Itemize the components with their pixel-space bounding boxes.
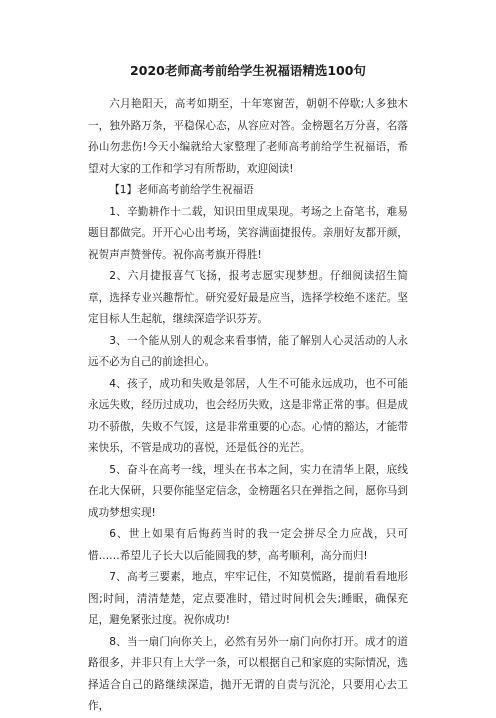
blessing-item-4: 4、孩子，成功和失败是邻居，人生不可能永远成功，也不可能永远失败，经历过成功，也会经历失败，这是非常正常的事。但是成功不骄傲，失败不气馁，这是非常重要的心态。心情的豁达，才能带来快乐，不管是成功的喜悦，还是低谷的光芒。 [88,377,408,454]
blessing-item-2: 2、六月捷报喜气飞扬，报考志愿实现梦想。仔细阅读招生简章，选择专业兴趣帮忙。研究爱好最是应当，选择学校绝不迷茫。坚定目标人生起航，继续深造学识芬芳。 [88,270,408,325]
intro-paragraph: 六月艳阳天，高考如期至，十年寒窗苦，朝朝不停歇;人多独木一，独外路万条，平稳保心态，从容应对答。金榜题名万分喜，名落孙山勿悲伤!今天小编就给大家整理了老师高考前给学生祝福语，希望对大家的工作和学习有所帮助，欢迎阅读! [88,98,408,175]
blessing-item-5: 5、奋斗在高考一线，埋头在书本之间，实力在清华上限，底线在北大保研，只要你能坚定信念，金榜题名只在弹指之间，愿你马到成功梦想实现! [88,463,408,519]
section-heading: 【1】老师高考前给学生祝福语 [109,184,254,196]
document-title: 2020老师高考前给学生祝福语精选100句 [130,63,366,78]
blessing-item-6: 6、世上如果有后悔药当时的我一定会拼尽全力应战，只可惜……希望儿子长大以后能圆我的梦，高考顺利，高分而归! [88,528,408,562]
blessing-item-7: 7、高考三要素，地点，牢牢记住，不知莫慌路，提前看看地形图;时间，清清楚楚，定点要准时，错过时间机会失;睡眠，确保充足，避免紧张过度。祝你成功! [88,571,408,626]
blessing-item-1: 1、辛勤耕作十二载，知识田里成果现。考场之上奋笔书，难易题目都做完。开开心心出考场，笑容满面捷报传。亲朋好友都开颜，祝贺声声赞誉传。祝你高考旗开得胜! [88,205,408,261]
blessing-item-8: 8、当一扇门向你关上，必然有另外一扇门向你打开。成才的道路很多，并非只有上大学一条，可以根据自己和家庭的实际情况，选择适合自己的路继续深造，抛开无谓的自责与沉沦，只要用心去工作， [88,635,408,712]
blessing-item-3: 3、一个能从别人的观念来看事情，能了解别人心灵活动的人永远不必为自己的前途担心。 [88,334,408,368]
